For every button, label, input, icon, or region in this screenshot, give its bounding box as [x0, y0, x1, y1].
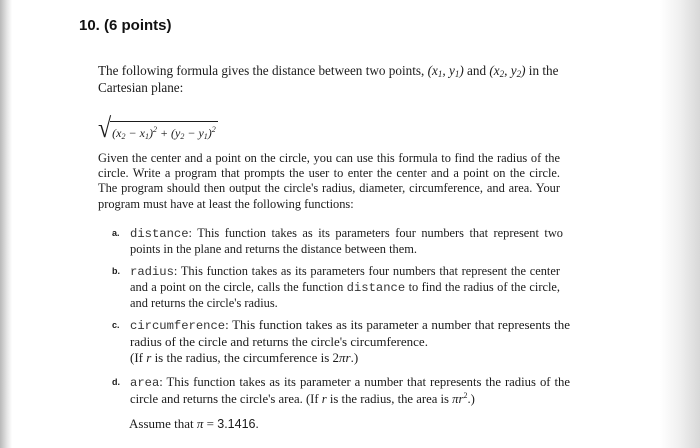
scan-left-shadow [0, 0, 12, 448]
intro-paragraph: The following formula gives the distance between two points, ($x_1$, $y_1$) and ($x_2$, $y_2$) in the Cartesian plane: [98, 63, 559, 95]
list-item-distance: a. distance: This function takes as its parameters four numbers that represent two points in the plane and returns the distance between them. [112, 226, 563, 257]
function-name: distance [130, 227, 189, 241]
square-root-symbol: √ [98, 114, 112, 144]
function-name: area [130, 376, 160, 390]
list-item-circumference: c. circumference: This function takes as its parameter a number that represents the radius of the circle and returns the circle's circumference. (If r is the radius, the circumference is 2πr.) [112, 317, 570, 365]
list-marker: a. [112, 228, 120, 238]
question-title: 10. (6 points) [79, 17, 172, 34]
list-marker: c. [112, 320, 120, 330]
scan-right-shadow [660, 0, 700, 448]
function-name: radius [130, 265, 174, 279]
function-name: circumference [130, 319, 226, 333]
list-item-area: d. area: This function takes as its parameter a number that represents the radius of the circle and returns the circle's area. (If r is the radius, the area is $\pi r^2$.) [112, 375, 570, 406]
list-marker: b. [112, 266, 120, 276]
description-paragraph: Given the center and a point on the circle, you can use this formula to find the radius of the circle. Write a program that prompts the user to enter the center and a point on the circle. The program should then output the circle's radius, diameter, circumference, and area. Your program must have at least the following functions: [98, 151, 560, 211]
function-reference: distance [346, 281, 406, 296]
distance-formula [98, 111, 218, 144]
list-marker: d. [112, 377, 120, 387]
formula-radicand: $(x_2 - x_1)^2 + (y_2 - y_1)^2$ [110, 121, 218, 141]
assume-pi-line: Assume that π = 3.1416. [129, 416, 259, 431]
list-item-radius: b. radius: This function takes as its parameters four numbers that represent the center and a point on the circle, calls the function distance to find the radius of the circle, and returns the circle's radius. [112, 264, 560, 311]
